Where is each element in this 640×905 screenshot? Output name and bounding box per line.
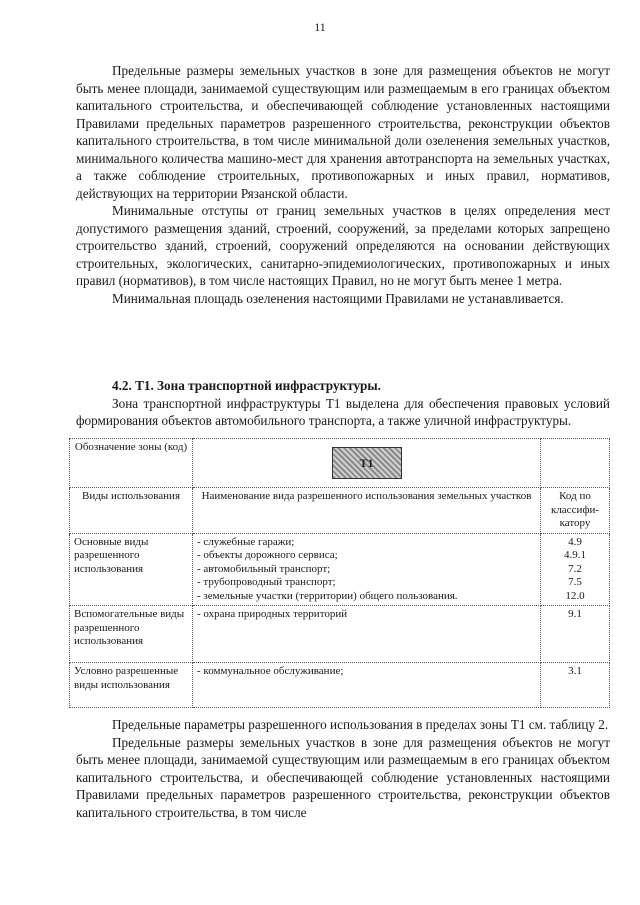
list-item: - служебные гаражи; — [197, 535, 295, 548]
code-value: 9.1 — [568, 608, 582, 620]
list-item: - трубопроводный транспорт; — [197, 576, 336, 588]
row-codes — [541, 533, 610, 606]
code-value: 7.5 — [568, 576, 582, 588]
row-kind: Вспомогательные виды разрешенного использования — [70, 606, 193, 663]
header-kinds: Виды использования — [70, 488, 193, 534]
row-kind: Основные виды разрешенного использования — [70, 533, 193, 606]
table-row-zone-code — [70, 439, 610, 488]
section-intro: Зона транспортной инфраструктуры Т1 выделена для обеспечения правовых условий формирования объектов автомобильного транспорта, а также уличной инфраструктуры. — [76, 395, 610, 428]
zone-label: Обозначение зоны (код) — [74, 441, 188, 453]
table-row — [70, 606, 610, 663]
code-value: 12.0 — [565, 589, 585, 602]
paragraph-greening: Минимальная площадь озеленения настоящими Правилами не устанавливается. — [112, 290, 564, 306]
code-value: 4.9 — [568, 535, 582, 548]
list-item: - коммунальное обслуживание; — [197, 665, 344, 677]
paragraph-plot-sizes: Предельные размеры земельных участков в зоне для размещения объектов не могут быть менее площади, занимаемой существующим или размещаемым в его границах объектом капитального строительства, и обеспечивающей соблюдение установленных настоящими Правилами предельных параметров разрешенного строительства, реконструкции объектов капитального строительства, в том числе минимальной доли озеленения земельных участков, минимального количества машино-мест для хранения автотранспорта на земельных участках, а также соблюдение строительных, противопожарных и иных правил, нормативов, действующих на территории Рязанской области. — [76, 63, 610, 201]
row-items — [193, 606, 541, 663]
list-item: - земельные участки (территории) общего пользования. — [197, 589, 458, 602]
table-row — [70, 663, 610, 708]
row-kind: Условно разрешенные виды использования — [70, 663, 193, 708]
table-row — [70, 533, 610, 606]
paragraph-plot-sizes-t1: Предельные размеры земельных участков в зоне для размещения объектов не могут быть менее площади, занимаемой существующим или размещаемым в его границах объектом капитального строительства, и обеспечивающей соблюдение установленных настоящими Правилами предельных параметров разрешенного строительства, реконструкции объектов капитального строительства, в том числе — [76, 734, 610, 820]
table-header-row — [70, 488, 610, 534]
code-value: 4.9.1 — [564, 549, 586, 561]
row-items — [193, 663, 541, 708]
zone-code-badge: Т1 — [332, 447, 402, 479]
section-block — [76, 377, 610, 430]
header-name: Наименование вида разрешенного использования земельных участков — [193, 488, 541, 534]
paragraph-setbacks: Минимальные отступы от границ земельных участков в целях определения мест допустимого размещения зданий, строений, сооружений, за пределами которых запрещено строительство зданий, строений, сооружений определяются на основании действующих строительных, экологических, санитарно-эпидемиологических, противопожарных и иных правил (нормативов), в том числе настоящих Правил, но не могут быть менее 1 метра. — [76, 203, 610, 288]
list-item: - охрана природных территорий — [197, 608, 348, 620]
zone-table — [69, 438, 610, 708]
section-heading: 4.2. Т1. Зона транспортной инфраструктуры. — [112, 378, 381, 393]
code-value: 3.1 — [568, 665, 582, 677]
page-number: 11 — [314, 20, 326, 34]
code-value: 7.2 — [568, 562, 582, 575]
row-codes — [541, 663, 610, 708]
list-item: - объекты дорожного сервиса; — [197, 549, 338, 561]
empty-cell — [541, 439, 610, 488]
paragraph-see-table: Предельные параметры разрешенного использования в пределах зоны Т1 см. таблицу 2. — [112, 717, 609, 732]
header-code: Код по классифи-катору — [541, 488, 610, 534]
zone-code-cell — [193, 439, 541, 488]
bottom-text-block — [76, 716, 610, 821]
row-codes — [541, 606, 610, 663]
row-items — [193, 533, 541, 606]
top-text-block — [76, 62, 610, 307]
zone-label-cell — [70, 439, 193, 488]
list-item: - автомобильный транспорт; — [197, 562, 331, 575]
